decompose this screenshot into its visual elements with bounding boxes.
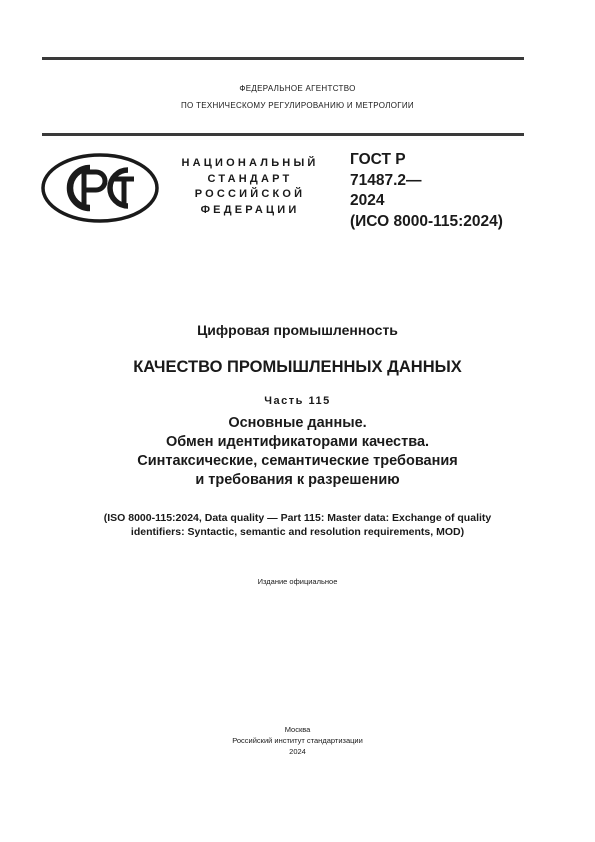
imprint xyxy=(0,724,595,757)
national-standard-label xyxy=(170,156,330,218)
series-title: Цифровая промышленность xyxy=(197,322,398,338)
main-title: КАЧЕСТВО ПРОМЫШЛЕННЫХ ДАННЫХ xyxy=(133,358,462,376)
international-line-2: identifiers: Syntactic, semantic and resolution requirements, MOD) xyxy=(130,526,465,538)
imprint-publisher: Российский институт стандартизации xyxy=(232,736,363,745)
agency-line-2: ПО ТЕХНИЧЕСКОМУ РЕГУЛИРОВАНИЮ И МЕТРОЛОГИИ xyxy=(181,101,414,110)
designation-line-4: (ИСО 8000-115:2024) xyxy=(350,212,503,230)
designation-line-2: 71487.2— xyxy=(350,171,422,189)
agency-line-1: ФЕДЕРАЛЬНОЕ АГЕНТСТВО xyxy=(239,84,356,93)
subtitle-line-1: Основные данные. xyxy=(228,415,367,431)
part-label: Часть 115 xyxy=(264,395,331,407)
subtitle-line-4: и требования к разрешению xyxy=(195,472,400,488)
national-standard-line-3: РОССИЙСКОЙ xyxy=(194,188,306,200)
top-rule xyxy=(42,57,524,60)
national-standard-line-2: СТАНДАРТ xyxy=(207,172,293,185)
subtitle-line-3: Синтаксические, семантические требования xyxy=(137,453,458,469)
standard-designation xyxy=(350,150,503,232)
designation-line-3: 2024 xyxy=(350,192,385,209)
national-standard-line-1: НАЦИОНАЛЬНЫЙ xyxy=(181,157,319,169)
subtitle-line-2: Обмен идентификаторами качества. xyxy=(165,434,430,450)
imprint-city: Москва xyxy=(284,725,311,734)
middle-rule xyxy=(42,133,524,136)
international-reference xyxy=(0,511,595,539)
designation-line-1: ГОСТ Р xyxy=(350,151,406,168)
international-line-1: (ISO 8000-115:2024, Data quality — Part 115: Master data: Exchange of quality xyxy=(103,512,492,524)
subtitle xyxy=(0,414,595,490)
national-standard-line-4: ФЕДЕРАЦИИ xyxy=(200,203,300,216)
gost-r-emblem-icon xyxy=(40,152,160,229)
edition-label: Издание официальное xyxy=(257,577,338,586)
imprint-year: 2024 xyxy=(289,747,306,756)
